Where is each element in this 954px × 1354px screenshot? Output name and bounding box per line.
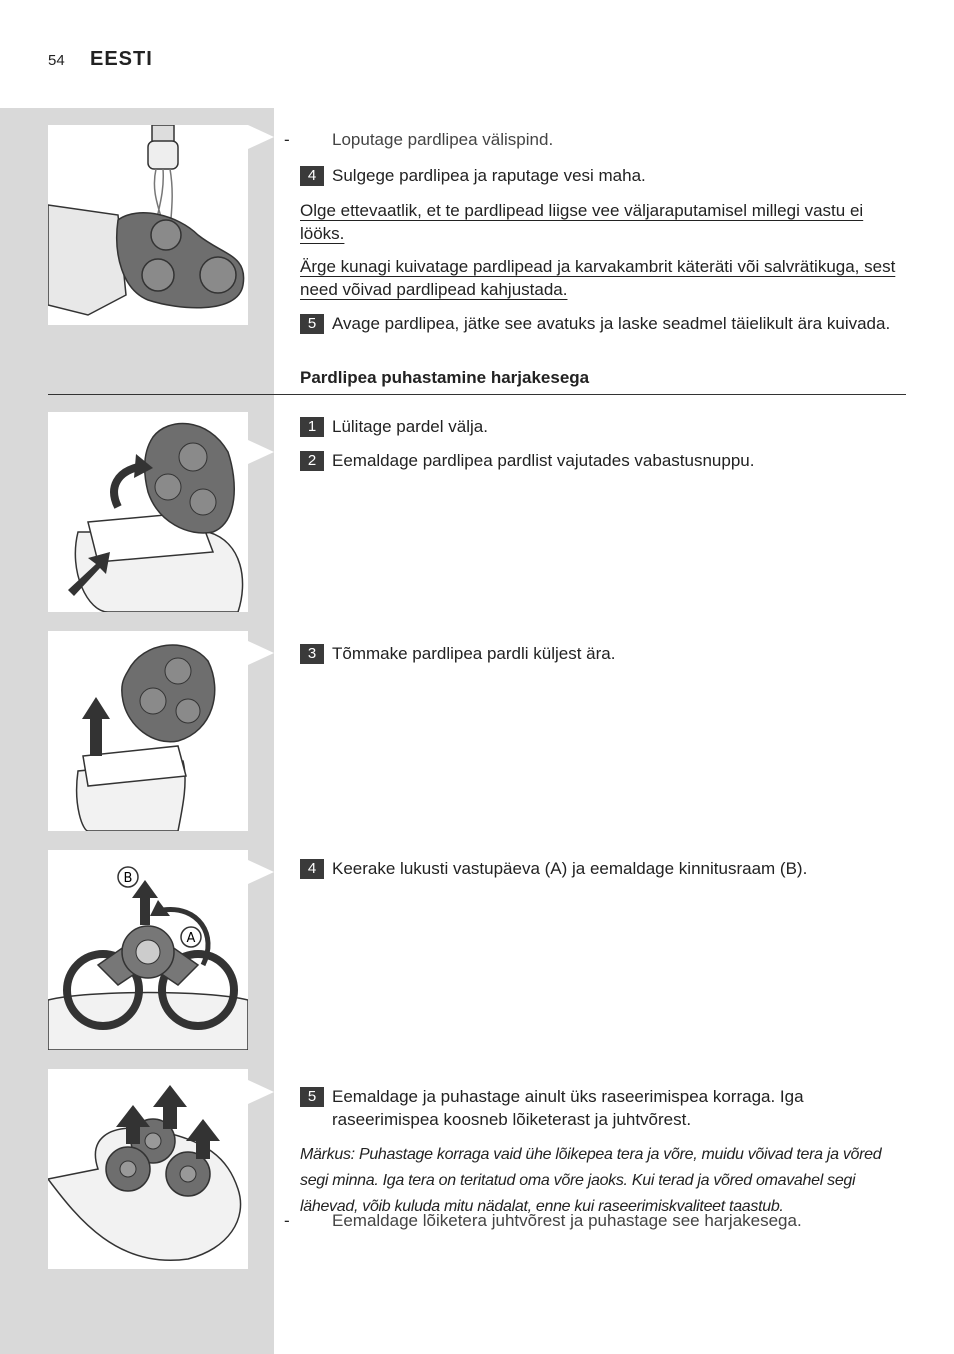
step-text: Tõmmake pardlipea pardli küljest ära.: [332, 644, 616, 663]
label-b: B: [123, 871, 133, 886]
bullet-dash: -: [284, 1211, 290, 1230]
step-number: 5: [300, 314, 324, 334]
section-divider: [48, 394, 906, 395]
step-4-unlock: [300, 857, 807, 880]
step-number: 2: [300, 451, 324, 471]
step-2-release: [300, 449, 754, 472]
section-heading: Pardlipea puhastamine harjakesega: [300, 368, 590, 387]
step-5-remove: [300, 1085, 332, 1108]
image-pointer: [248, 1080, 274, 1104]
step-text: Keerake lukusti vastupäeva (A) ja eemaldage kinnitusraam (B).: [332, 859, 808, 878]
step-number: 1: [300, 417, 324, 437]
step-number: 3: [300, 644, 324, 664]
image-pointer: [248, 641, 274, 665]
step-3-pull: [300, 642, 615, 665]
rinse-illustration: [48, 125, 248, 325]
note-text: Märkus: Puhastage korraga vaid ühe lõikepea tera ja võre, muidu võivad tera ja võred segi minna. Iga tera on teritatud oma võre jaoks. Kui terad ja võred omavahel segi lähevad, võib kuluda mitu nädalat, enne kui raseerimiskvaliteet taastub.: [300, 1146, 882, 1215]
step-text: Eemaldage pardlipea pardlist vajutades vabastusnuppu.: [332, 451, 755, 470]
unlock-frame-illustration: [48, 850, 248, 1050]
step-text: Sulgege pardlipea ja raputage vesi maha.: [332, 166, 646, 185]
step-4-close: [300, 164, 646, 187]
label-a: A: [186, 931, 196, 946]
release-head-illustration: [48, 412, 248, 612]
page-number: 54: [48, 52, 65, 69]
step-text: Lülitage pardel välja.: [332, 417, 488, 436]
step-number: 4: [300, 166, 324, 186]
step-5-dry: [300, 312, 332, 335]
step-number: 4: [300, 859, 324, 879]
pull-head-illustration: [48, 631, 248, 831]
rinse-bullet-text: Loputage pardlipea välispind.: [332, 130, 554, 149]
warning-shake: Olge ettevaatlik, et te pardlipead liigse vee väljaraputamisel millegi vastu ei lööks.: [300, 201, 864, 243]
step-text: Avage pardlipea, jätke see avatuks ja laske seadmel täielikult ära kuivada.: [332, 314, 891, 333]
language-title: EESTI: [90, 48, 153, 70]
remove-cutters-illustration: [48, 1069, 248, 1269]
image-pointer: [248, 440, 274, 464]
image-pointer: [248, 125, 274, 149]
step-1-switch-off: [300, 415, 488, 438]
clean-bullet-text: Eemaldage lõiketera juhtvõrest ja puhastage see harjakesega.: [332, 1211, 802, 1230]
step-text: Eemaldage ja puhastage ainult üks raseerimispea korraga. Iga raseerimispea koosneb lõiketerast ja juhtvõrest.: [332, 1087, 804, 1129]
image-pointer: [248, 860, 274, 884]
bullet-dash: -: [284, 130, 290, 149]
warning-dry: Ärge kunagi kuivatage pardlipead ja karvakambrit käteräti või salvrätikuga, sest need võivad pardlipead kahjustada.: [300, 257, 896, 299]
step-number: 5: [300, 1087, 324, 1107]
